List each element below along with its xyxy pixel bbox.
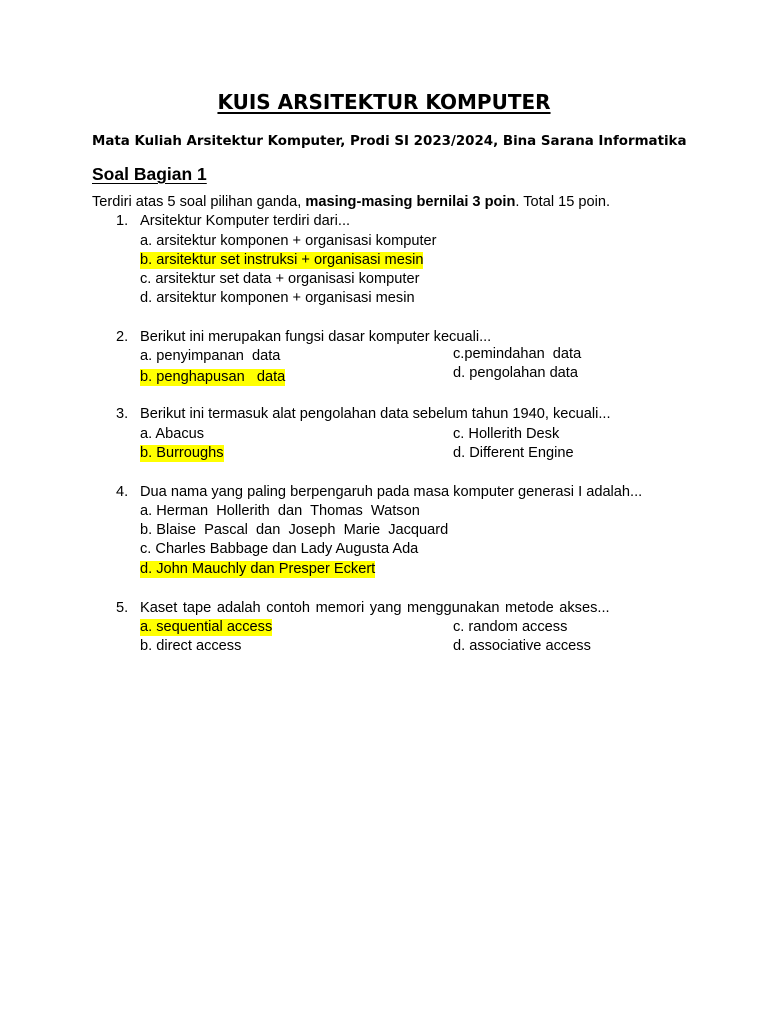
option-d: d. arsitektur komponen + organisasi mesin (140, 290, 415, 306)
option-b-answer: b. arsitektur set instruksi + organisasi mesin (140, 252, 424, 268)
option-a-answer: a. sequential access (140, 619, 273, 635)
question-text: Dua nama yang paling berpengaruh pada masa komputer generasi I adalah... (140, 484, 643, 500)
question-text: Arsitektur Komputer terdiri dari... (140, 213, 351, 229)
option-c: c. Hollerith Desk (453, 426, 560, 442)
question-number: 4. (116, 484, 129, 500)
question-number: 1. (116, 213, 129, 229)
option-a: a. arsitektur komponen + organisasi komputer (140, 233, 437, 249)
section-intro (92, 194, 610, 210)
option-d: d. pengolahan data (453, 365, 578, 381)
option-b-answer: b. penghapusan data (140, 369, 286, 385)
course-subtitle: Mata Kuliah Arsitektur Komputer, Prodi SI 2023/2024, Bina Sarana Informatika (92, 134, 687, 149)
option-d: d. Different Engine (453, 445, 574, 461)
intro-total: . Total 15 poin. (515, 194, 611, 210)
option-a: a. Abacus (140, 426, 205, 442)
question-text: Berikut ini merupakan fungsi dasar komputer kecuali... (140, 329, 492, 345)
option-b-answer: b. Burroughs (140, 445, 224, 461)
option-c: c. arsitektur set data + organisasi komputer (140, 271, 420, 287)
option-d-answer: d. John Mauchly dan Presper Eckert (140, 561, 376, 577)
question-number: 2. (116, 329, 129, 345)
question-text: Kaset tape adalah contoh memori yang menggunakan metode akses... (140, 600, 610, 616)
question-number: 3. (116, 406, 129, 422)
page-title: KUIS ARSITEKTUR KOMPUTER (217, 90, 551, 114)
intro-points-bold: masing-masing bernilai 3 poin (305, 194, 516, 210)
option-d: d. associative access (453, 638, 591, 654)
question-text: Berikut ini termasuk alat pengolahan data sebelum tahun 1940, kecuali... (140, 406, 611, 422)
intro-text: Terdiri atas 5 soal pilihan ganda, (92, 194, 306, 210)
option-b: b. Blaise Pascal dan Joseph Marie Jacquard (140, 522, 449, 538)
section-title: Soal Bagian 1 (92, 164, 207, 184)
option-c: c. Charles Babbage dan Lady Augusta Ada (140, 541, 419, 557)
option-a: a. penyimpanan data (140, 348, 281, 364)
option-c: c.pemindahan data (453, 346, 582, 362)
option-c: c. random access (453, 619, 568, 635)
question-number: 5. (116, 600, 129, 616)
option-b: b. direct access (140, 638, 242, 654)
option-a: a. Herman Hollerith dan Thomas Watson (140, 503, 420, 519)
